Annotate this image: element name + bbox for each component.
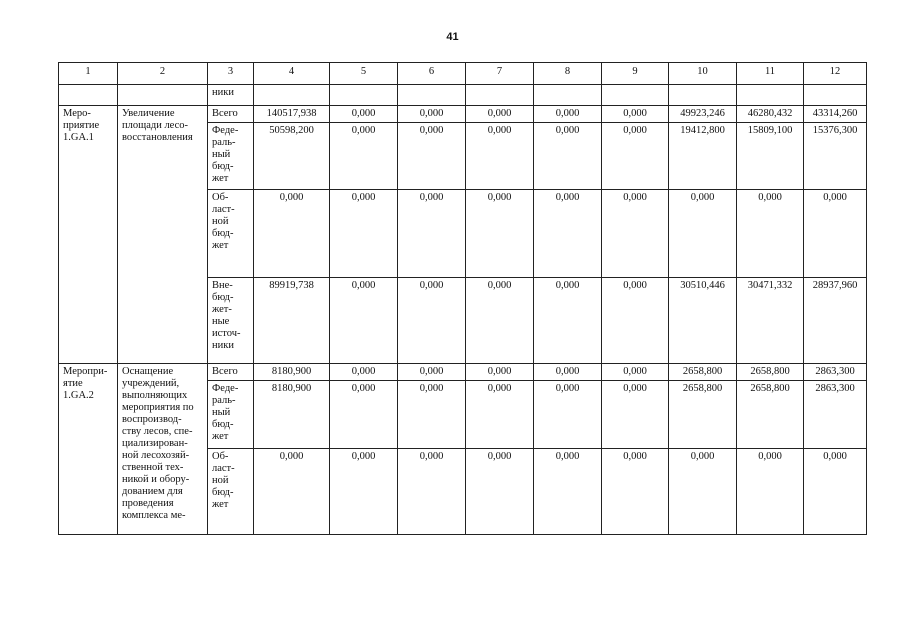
- continuation-blank-cell: [398, 85, 466, 106]
- page-number: 41: [446, 31, 459, 43]
- amount-cell: 0,000: [398, 190, 466, 278]
- column-header-6: 6: [398, 63, 466, 85]
- amount-cell: 0,000: [466, 364, 534, 381]
- amount-cell: 8180,900: [254, 364, 330, 381]
- amount-cell: 0,000: [398, 449, 466, 535]
- amount-cell: 0,000: [330, 106, 398, 123]
- measure-name-cell: Увеличение площади лесо- восстановления: [118, 106, 208, 364]
- amount-cell: 15809,100: [737, 123, 804, 190]
- amount-cell: 0,000: [534, 449, 602, 535]
- amount-cell: 50598,200: [254, 123, 330, 190]
- amount-cell: 0,000: [254, 449, 330, 535]
- amount-cell: 0,000: [330, 278, 398, 364]
- amount-cell: 49923,246: [669, 106, 737, 123]
- amount-cell: 2658,800: [737, 364, 804, 381]
- amount-cell: 2863,300: [804, 364, 867, 381]
- table-row: [59, 106, 867, 123]
- column-header-5: 5: [330, 63, 398, 85]
- column-header-7: 7: [466, 63, 534, 85]
- amount-cell: 0,000: [254, 190, 330, 278]
- amount-cell: 0,000: [330, 449, 398, 535]
- amount-cell: 0,000: [534, 364, 602, 381]
- amount-cell: 0,000: [330, 381, 398, 449]
- amount-cell: 0,000: [398, 123, 466, 190]
- amount-cell: 0,000: [737, 449, 804, 535]
- funding-source-cell: Об- ласт- ной бюд- жет: [208, 449, 254, 535]
- amount-cell: 2863,300: [804, 381, 867, 449]
- amount-cell: 0,000: [669, 449, 737, 535]
- amount-cell: 0,000: [534, 278, 602, 364]
- funding-source-cell: Феде- раль- ный бюд- жет: [208, 381, 254, 449]
- continuation-blank-cell: [602, 85, 669, 106]
- amount-cell: 0,000: [602, 190, 669, 278]
- amount-cell: 46280,432: [737, 106, 804, 123]
- amount-cell: 30510,446: [669, 278, 737, 364]
- amount-cell: 2658,800: [669, 381, 737, 449]
- continuation-blank-cell: [669, 85, 737, 106]
- funding-source-cell: Об- ласт- ной бюд- жет: [208, 190, 254, 278]
- amount-cell: 0,000: [602, 449, 669, 535]
- column-header-10: 10: [669, 63, 737, 85]
- amount-cell: 2658,800: [737, 381, 804, 449]
- amount-cell: 0,000: [466, 381, 534, 449]
- column-number-header-row: [59, 63, 867, 85]
- funding-source-cell: Вне- бюд- жет- ные источ- ники: [208, 278, 254, 364]
- table-body: [59, 63, 867, 535]
- amount-cell: 0,000: [669, 190, 737, 278]
- column-header-2: 2: [118, 63, 208, 85]
- column-header-12: 12: [804, 63, 867, 85]
- continuation-blank-cell: [804, 85, 867, 106]
- amount-cell: 0,000: [602, 278, 669, 364]
- column-header-4: 4: [254, 63, 330, 85]
- amount-cell: 0,000: [398, 381, 466, 449]
- amount-cell: 0,000: [737, 190, 804, 278]
- amount-cell: 19412,800: [669, 123, 737, 190]
- measure-code-cell: Меро- приятие 1.GA.1: [59, 106, 118, 364]
- amount-cell: 140517,938: [254, 106, 330, 123]
- amount-cell: 0,000: [534, 123, 602, 190]
- amount-cell: 0,000: [398, 278, 466, 364]
- budget-table: [58, 62, 867, 535]
- continuation-blank-cell: [254, 85, 330, 106]
- amount-cell: 0,000: [602, 381, 669, 449]
- amount-cell: 0,000: [330, 364, 398, 381]
- amount-cell: 0,000: [466, 278, 534, 364]
- continuation-source-cell: ники: [208, 85, 254, 106]
- measure-code-cell: Меропри- ятие 1.GA.2: [59, 364, 118, 535]
- amount-cell: 2658,800: [669, 364, 737, 381]
- amount-cell: 30471,332: [737, 278, 804, 364]
- amount-cell: 0,000: [466, 449, 534, 535]
- amount-cell: 0,000: [330, 123, 398, 190]
- amount-cell: 28937,960: [804, 278, 867, 364]
- amount-cell: 0,000: [602, 123, 669, 190]
- amount-cell: 0,000: [398, 106, 466, 123]
- amount-cell: 0,000: [804, 449, 867, 535]
- amount-cell: 43314,260: [804, 106, 867, 123]
- amount-cell: 0,000: [466, 123, 534, 190]
- continuation-blank-cell: [330, 85, 398, 106]
- continuation-blank-cell: [534, 85, 602, 106]
- continuation-blank-cell: [59, 85, 118, 106]
- amount-cell: 0,000: [398, 364, 466, 381]
- column-header-11: 11: [737, 63, 804, 85]
- column-header-1: 1: [59, 63, 118, 85]
- funding-source-cell: Феде- раль- ный бюд- жет: [208, 123, 254, 190]
- amount-cell: 0,000: [534, 190, 602, 278]
- amount-cell: 0,000: [602, 106, 669, 123]
- continuation-row: [59, 85, 867, 106]
- amount-cell: 0,000: [466, 106, 534, 123]
- column-header-3: 3: [208, 63, 254, 85]
- continuation-blank-cell: [466, 85, 534, 106]
- amount-cell: 0,000: [534, 106, 602, 123]
- amount-cell: 0,000: [602, 364, 669, 381]
- amount-cell: 0,000: [466, 190, 534, 278]
- column-header-8: 8: [534, 63, 602, 85]
- amount-cell: 0,000: [804, 190, 867, 278]
- amount-cell: 0,000: [330, 190, 398, 278]
- measure-name-cell: Оснащение учреждений, выполняющих мероприятия по воспроизвод- ству лесов, спе- циализирован- ной лесохозяй- ственной тех- никой и обору- дованием для проведения комплекса ме-: [118, 364, 208, 535]
- amount-cell: 15376,300: [804, 123, 867, 190]
- column-header-9: 9: [602, 63, 669, 85]
- continuation-blank-cell: [737, 85, 804, 106]
- continuation-blank-cell: [118, 85, 208, 106]
- funding-source-cell: Всего: [208, 106, 254, 123]
- amount-cell: 8180,900: [254, 381, 330, 449]
- funding-source-cell: Всего: [208, 364, 254, 381]
- amount-cell: 89919,738: [254, 278, 330, 364]
- table-row: [59, 364, 867, 381]
- amount-cell: 0,000: [534, 381, 602, 449]
